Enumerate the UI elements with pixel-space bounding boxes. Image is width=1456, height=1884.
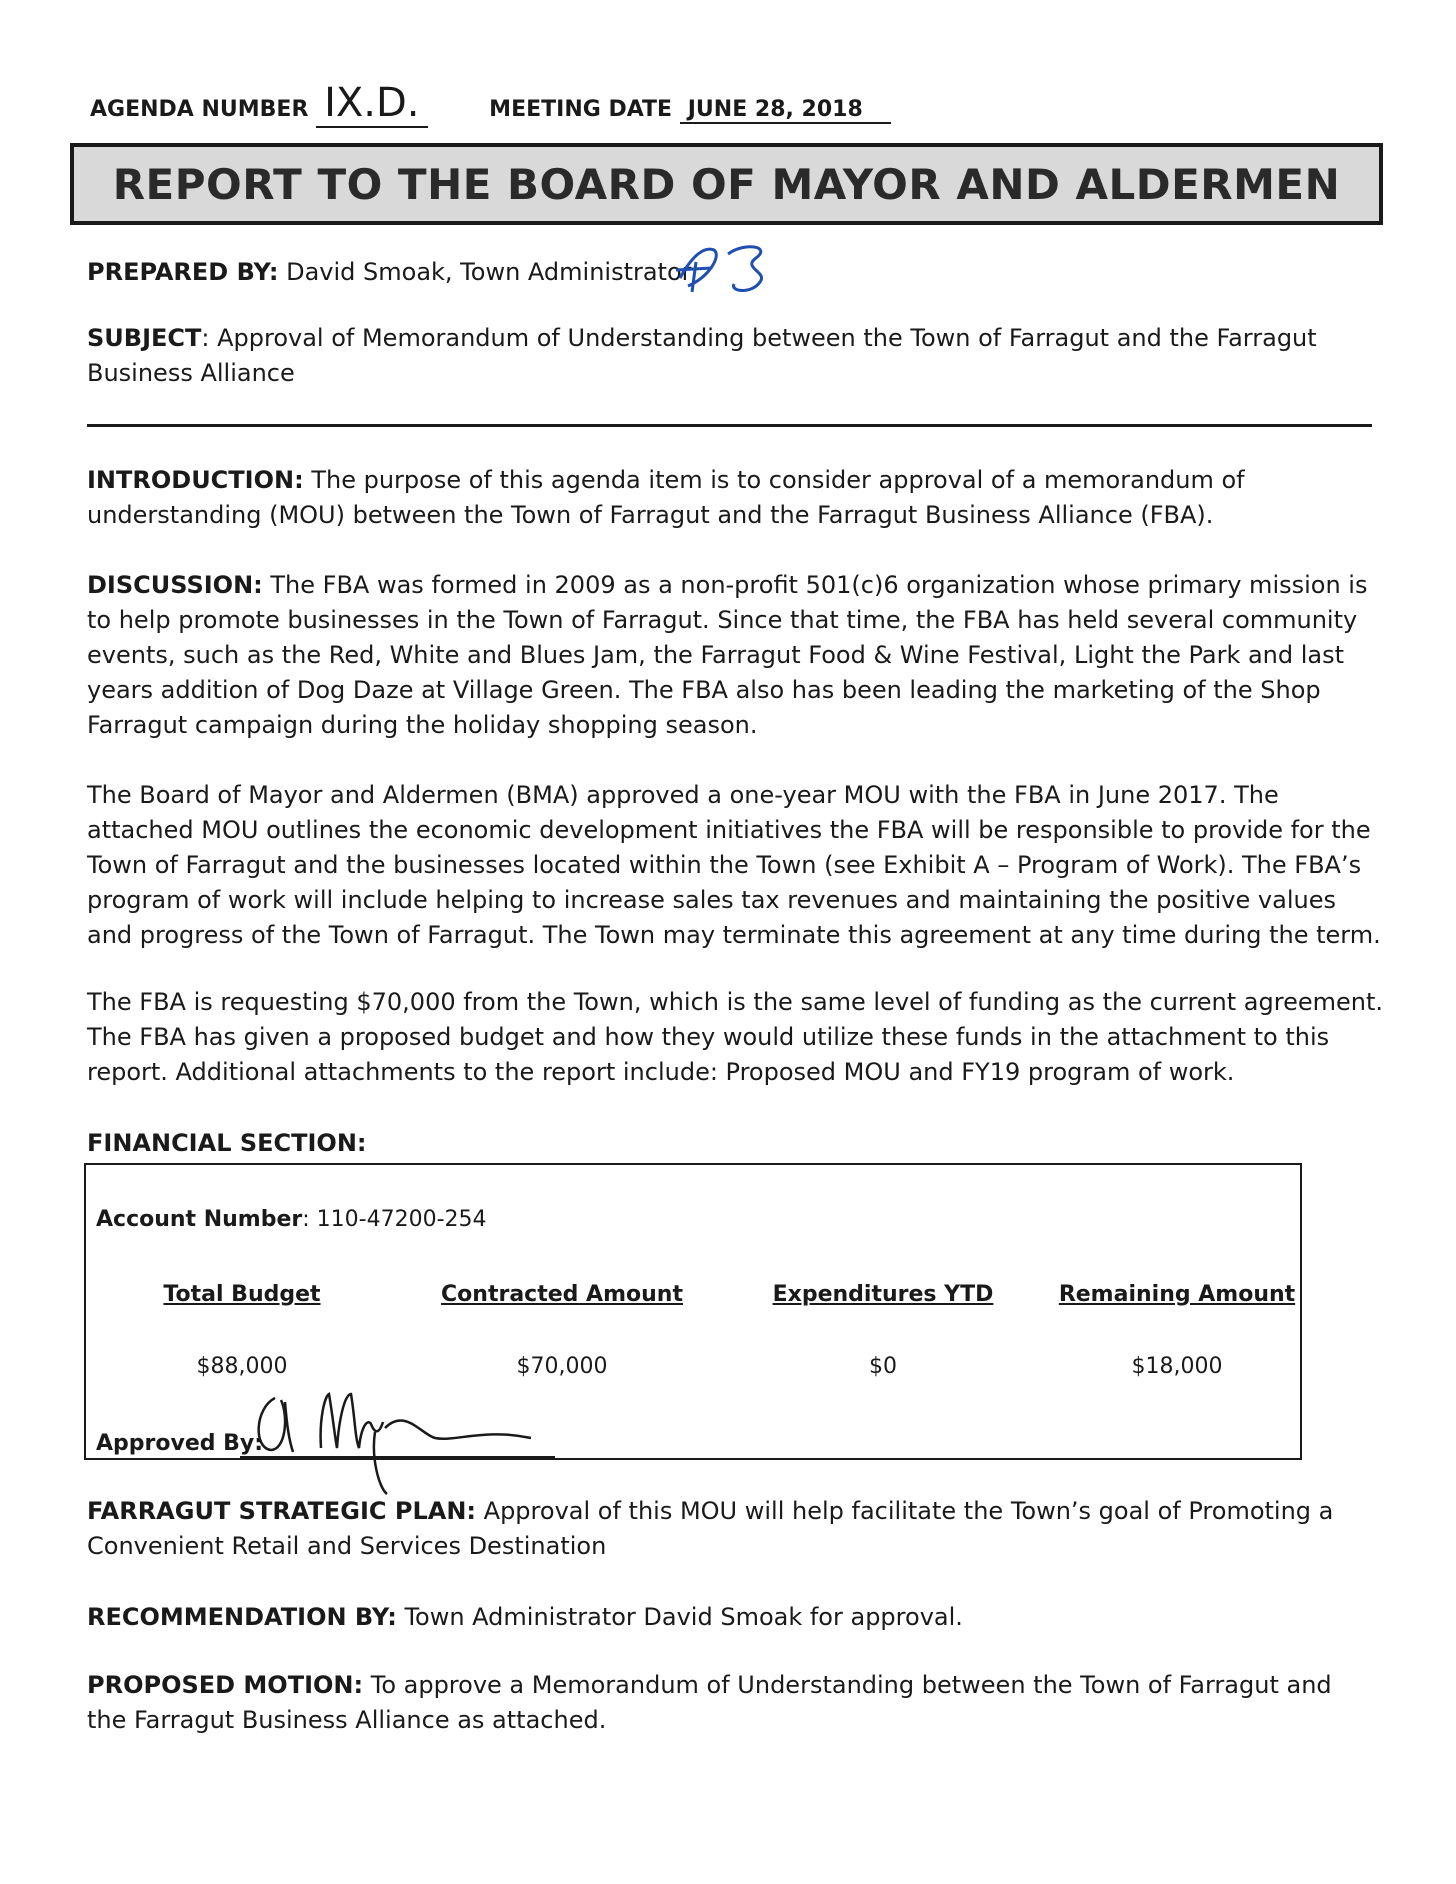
strategic-plan-text: Approval of this MOU will help facilitate the Town’s goal of Promoting a Convenient Retail and Services Destination: [87, 1497, 1334, 1560]
discussion: [87, 568, 1387, 743]
report-title-banner: [70, 143, 1383, 225]
report-title: REPORT TO THE BOARD OF MAYOR AND ALDERMEN: [112, 159, 1341, 209]
introduction: [87, 463, 1387, 533]
initials-signature: [672, 238, 782, 298]
expenditures-ytd-value: $0: [869, 1354, 897, 1379]
financial-section-label: FINANCIAL SECTION:: [87, 1129, 367, 1157]
account-number: Account Number: 110-47200-254: [96, 1207, 487, 1232]
subject: SUBJECT: Approval of Memorandum of Understanding between the Town of Farragut and the Farragut Business Alliance: [87, 324, 1317, 387]
introduction-label: INTRODUCTION:: [87, 466, 304, 494]
recommendation: [87, 1600, 1387, 1635]
contracted-amount-header: Contracted Amount: [441, 1282, 683, 1307]
recommendation-label: RECOMMENDATION BY:: [87, 1603, 397, 1631]
total-budget-header: Total Budget: [163, 1282, 321, 1307]
strategic-plan-label: FARRAGUT STRATEGIC PLAN:: [87, 1497, 477, 1525]
meeting-date-label: MEETING DATE: [489, 97, 673, 122]
approved-by-label: Approved By:: [96, 1431, 264, 1456]
divider-rule: [87, 424, 1372, 427]
remaining-amount-header: Remaining Amount: [1058, 1282, 1296, 1307]
approval-signature: [245, 1378, 545, 1498]
discussion-paragraph-3: The FBA is requesting $70,000 from the Town, which is the same level of funding as the current agreement. The FBA has given a proposed budget and how they would utilize these funds in the attachment to this report. Additional attachments to the report include: Proposed MOU and FY19 program of work.: [87, 988, 1384, 1086]
prepared-by-label: PREPARED BY:: [87, 258, 279, 286]
proposed-motion-text: To approve a Memorandum of Understanding between the Town of Farragut and the Farragut Business Alliance as attached.: [87, 1671, 1332, 1734]
prepared-by-value: David Smoak, Town Administrator: [286, 258, 692, 286]
recommendation-text: Town Administrator David Smoak for approval.: [404, 1603, 963, 1631]
account-number-label: Account Number: [96, 1207, 303, 1232]
subject-value: Approval of Memorandum of Understanding between the Town of Farragut and the Farragut Business Alliance: [87, 324, 1317, 387]
contracted-amount-value: $70,000: [516, 1354, 608, 1379]
meeting-date-value: JUNE 28, 2018: [680, 97, 891, 124]
subject-label: SUBJECT: [87, 324, 202, 352]
expenditures-ytd-header: Expenditures YTD: [772, 1282, 994, 1307]
proposed-motion-label: PROPOSED MOTION:: [87, 1671, 364, 1699]
discussion-paragraph-2: The Board of Mayor and Aldermen (BMA) approved a one-year MOU with the FBA in June 2017. The attached MOU outlines the economic development initiatives the FBA will be responsible to provide for the Town of Farragut and the businesses located within the Town (see Exhibit A – Program of Work). The FBA’s program of work will include helping to increase sales tax revenues and maintaining the positive values and progress of the Town of Farragut. The Town may terminate this agreement at any time during the term.: [87, 781, 1381, 949]
introduction-text: The purpose of this agenda item is to consider approval of a memorandum of understanding (MOU) between the Town of Farragut and the Farragut Business Alliance (FBA).: [87, 466, 1245, 529]
remaining-amount-value: $18,000: [1131, 1354, 1223, 1379]
account-number-value: 110-47200-254: [316, 1207, 487, 1232]
agenda-number-value: IX.D.: [316, 80, 427, 128]
discussion-label: DISCUSSION:: [87, 571, 263, 599]
agenda-header: [90, 80, 891, 128]
discussion-paragraph-1: The FBA was formed in 2009 as a non-profit 501(c)6 organization whose primary mission is to help promote businesses in the Town of Farragut. Since that time, the FBA has held several community events, such as the Red, White and Blues Jam, the Farragut Food & Wine Festival, Light the Park and last years addition of Dog Daze at Village Green. The FBA also has been leading the marketing of the Shop Farragut campaign during the holiday shopping season.: [87, 571, 1368, 739]
strategic-plan: [87, 1494, 1377, 1564]
proposed-motion: [87, 1668, 1377, 1738]
agenda-number-label: AGENDA NUMBER: [90, 97, 309, 122]
total-budget-value: $88,000: [196, 1354, 288, 1379]
